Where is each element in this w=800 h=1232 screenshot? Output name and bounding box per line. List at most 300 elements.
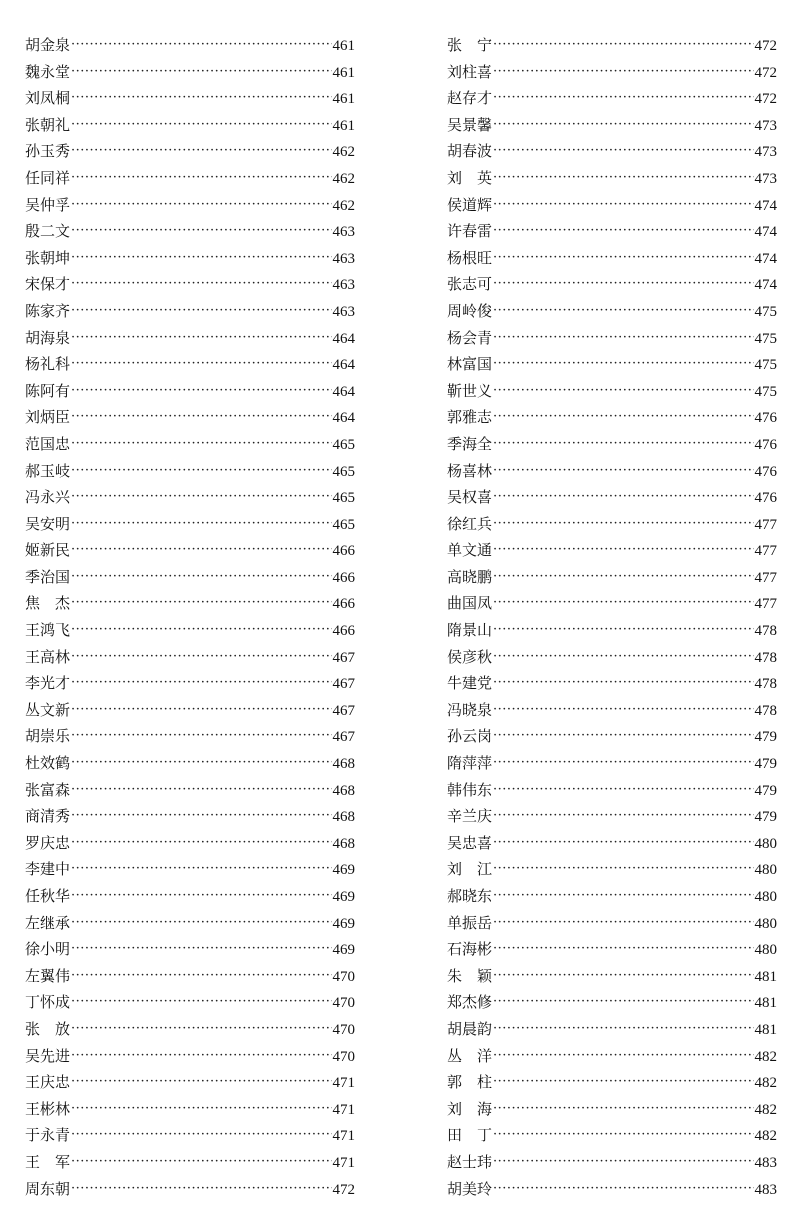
entry-page-number: 472 bbox=[332, 1181, 355, 1198]
entry-page-number: 465 bbox=[332, 436, 355, 453]
dot-leader bbox=[493, 1016, 753, 1043]
index-entry bbox=[25, 1096, 355, 1123]
index-entry bbox=[25, 32, 355, 59]
entry-name: 杜效鹤 bbox=[25, 754, 71, 773]
entry-page-number: 464 bbox=[332, 410, 355, 427]
entry-name: 王庆忠 bbox=[25, 1073, 71, 1092]
entry-page-number: 479 bbox=[754, 756, 777, 773]
index-entry bbox=[25, 245, 355, 272]
entry-name: 刘 江 bbox=[447, 860, 493, 879]
index-entry bbox=[447, 777, 777, 804]
dot-leader bbox=[493, 85, 753, 112]
dot-leader bbox=[71, 32, 331, 59]
index-entry bbox=[447, 723, 777, 750]
entry-name: 孙玉秀 bbox=[25, 142, 71, 161]
dot-leader bbox=[71, 1096, 331, 1123]
index-entry bbox=[447, 85, 777, 112]
dot-leader bbox=[493, 670, 753, 697]
entry-page-number: 467 bbox=[332, 676, 355, 693]
index-entry bbox=[25, 590, 355, 617]
dot-leader bbox=[493, 590, 753, 617]
entry-page-number: 462 bbox=[332, 144, 355, 161]
index-entry bbox=[447, 1043, 777, 1070]
index-entry bbox=[447, 910, 777, 937]
entry-name: 杨根旺 bbox=[447, 248, 493, 267]
entry-page-number: 476 bbox=[754, 463, 777, 480]
dot-leader bbox=[493, 59, 753, 86]
entry-name: 吴权喜 bbox=[447, 488, 493, 507]
dot-leader bbox=[493, 1043, 753, 1070]
index-entry bbox=[25, 1176, 355, 1203]
entry-page-number: 480 bbox=[754, 889, 777, 905]
index-entry bbox=[25, 723, 355, 750]
index-entry bbox=[447, 245, 777, 272]
index-entry bbox=[25, 830, 355, 857]
entry-page-number: 479 bbox=[754, 729, 777, 746]
dot-leader bbox=[71, 590, 331, 617]
index-entry bbox=[25, 484, 355, 511]
index-entry bbox=[25, 431, 355, 458]
index-entry bbox=[447, 883, 777, 910]
entry-page-number: 465 bbox=[332, 463, 355, 480]
dot-leader bbox=[493, 1069, 753, 1096]
entry-name: 吴仲孚 bbox=[25, 195, 71, 214]
index-entry bbox=[25, 777, 355, 804]
dot-leader bbox=[71, 723, 331, 750]
entry-name: 林富国 bbox=[447, 355, 493, 374]
entry-name: 丛 洋 bbox=[447, 1046, 493, 1065]
entry-page-number: 482 bbox=[754, 1075, 777, 1092]
entry-name: 刘炳臣 bbox=[25, 408, 71, 427]
entry-page-number: 474 bbox=[754, 250, 777, 267]
entry-name: 张朝坤 bbox=[25, 248, 71, 267]
entry-page-number: 475 bbox=[754, 383, 777, 400]
entry-page-number: 465 bbox=[332, 516, 355, 533]
index-entry bbox=[447, 511, 777, 538]
entry-page-number: 468 bbox=[332, 756, 355, 773]
entry-page-number: 483 bbox=[754, 1154, 777, 1171]
entry-name: 靳世义 bbox=[447, 381, 493, 400]
dot-leader bbox=[493, 963, 753, 990]
index-entry bbox=[25, 298, 355, 325]
entry-page-number: 474 bbox=[754, 277, 777, 294]
entry-name: 郝晓东 bbox=[447, 887, 493, 905]
dot-leader bbox=[71, 458, 331, 485]
dot-leader bbox=[493, 192, 753, 219]
index-entry bbox=[447, 192, 777, 219]
dot-leader bbox=[493, 1149, 753, 1176]
index-entry bbox=[447, 458, 777, 485]
index-entry bbox=[25, 697, 355, 724]
dot-leader bbox=[71, 85, 331, 112]
entry-page-number: 482 bbox=[754, 1048, 777, 1065]
entry-page-number: 463 bbox=[332, 250, 355, 267]
entry-name: 宋保才 bbox=[25, 275, 71, 294]
entry-name: 胡晨韵 bbox=[447, 1019, 493, 1038]
entry-page-number: 475 bbox=[754, 303, 777, 320]
entry-name: 任同祥 bbox=[25, 168, 71, 187]
entry-name: 郑杰修 bbox=[447, 993, 493, 1012]
index-entry bbox=[25, 85, 355, 112]
entry-page-number: 470 bbox=[332, 968, 355, 985]
dot-leader bbox=[493, 564, 753, 591]
entry-name: 郭雅志 bbox=[447, 408, 493, 427]
dot-leader bbox=[493, 989, 753, 1016]
entry-name: 刘柱喜 bbox=[447, 62, 493, 81]
index-entry bbox=[25, 458, 355, 485]
entry-page-number: 463 bbox=[332, 224, 355, 241]
index-entry bbox=[25, 883, 355, 910]
index-entry bbox=[447, 670, 777, 697]
dot-leader bbox=[493, 218, 753, 245]
entry-name: 陈阿有 bbox=[25, 381, 71, 400]
dot-leader bbox=[493, 803, 753, 830]
index-entry bbox=[447, 803, 777, 830]
entry-page-number: 471 bbox=[332, 1075, 355, 1092]
entry-page-number: 469 bbox=[332, 915, 355, 932]
entry-name: 王彬林 bbox=[25, 1099, 71, 1118]
entry-name: 李建中 bbox=[25, 860, 71, 879]
entry-name: 姬新民 bbox=[25, 541, 71, 560]
index-entry bbox=[447, 112, 777, 139]
dot-leader bbox=[493, 750, 753, 777]
entry-name: 王鸿飞 bbox=[25, 621, 71, 640]
dot-leader bbox=[71, 218, 331, 245]
entry-page-number: 473 bbox=[754, 144, 777, 161]
entry-page-number: 480 bbox=[754, 915, 777, 932]
dot-leader bbox=[71, 697, 331, 724]
entry-page-number: 470 bbox=[332, 1021, 355, 1038]
index-entry bbox=[25, 511, 355, 538]
entry-page-number: 471 bbox=[332, 1101, 355, 1118]
dot-leader bbox=[71, 537, 331, 564]
dot-leader bbox=[493, 165, 753, 192]
entry-page-number: 481 bbox=[754, 1021, 777, 1038]
entry-name: 李光才 bbox=[25, 674, 71, 693]
entry-name: 周东朝 bbox=[25, 1179, 71, 1198]
entry-name: 罗庆忠 bbox=[25, 833, 71, 852]
entry-page-number: 473 bbox=[754, 170, 777, 187]
entry-name: 徐红兵 bbox=[447, 514, 493, 533]
entry-name: 徐小明 bbox=[25, 940, 71, 959]
dot-leader bbox=[493, 1176, 753, 1203]
entry-page-number: 471 bbox=[332, 1154, 355, 1171]
entry-page-number: 463 bbox=[332, 303, 355, 320]
dot-leader bbox=[71, 617, 331, 644]
entry-name: 吴安明 bbox=[25, 514, 71, 533]
index-entry bbox=[447, 59, 777, 86]
dot-leader bbox=[71, 351, 331, 378]
dot-leader bbox=[71, 404, 331, 431]
entry-name: 单文通 bbox=[447, 541, 493, 560]
index-entry bbox=[447, 537, 777, 564]
index-entry bbox=[447, 351, 777, 378]
entry-page-number: 481 bbox=[754, 968, 777, 985]
dot-leader bbox=[493, 271, 753, 298]
index-entry bbox=[447, 138, 777, 165]
index-column-right bbox=[447, 32, 777, 1202]
dot-leader bbox=[71, 963, 331, 990]
entry-page-number: 467 bbox=[332, 729, 355, 746]
dot-leader bbox=[493, 936, 753, 963]
entry-name: 郝玉岐 bbox=[25, 461, 71, 480]
index-entry bbox=[447, 830, 777, 857]
entry-name: 隋景山 bbox=[447, 621, 493, 640]
entry-page-number: 467 bbox=[332, 649, 355, 666]
index-entry bbox=[447, 484, 777, 511]
entry-page-number: 476 bbox=[754, 436, 777, 453]
entry-name: 牛建党 bbox=[447, 674, 493, 693]
entry-name: 王高林 bbox=[25, 647, 71, 666]
entry-name: 刘凤桐 bbox=[25, 89, 71, 108]
entry-name: 任秋华 bbox=[25, 887, 71, 905]
index-entry bbox=[25, 138, 355, 165]
index-entry bbox=[25, 617, 355, 644]
entry-name: 胡崇乐 bbox=[25, 727, 71, 746]
entry-page-number: 464 bbox=[332, 357, 355, 374]
index-entry bbox=[25, 218, 355, 245]
entry-name: 杨喜林 bbox=[447, 461, 493, 480]
entry-name: 范国忠 bbox=[25, 434, 71, 453]
dot-leader bbox=[71, 1176, 331, 1203]
index-entry bbox=[447, 1122, 777, 1149]
index-entry bbox=[447, 271, 777, 298]
entry-name: 石海彬 bbox=[447, 940, 493, 959]
entry-name: 曲国凤 bbox=[447, 594, 493, 613]
entry-name: 杨会青 bbox=[447, 328, 493, 347]
dot-leader bbox=[71, 1069, 331, 1096]
entry-page-number: 469 bbox=[332, 889, 355, 905]
dot-leader bbox=[71, 1043, 331, 1070]
entry-name: 刘 海 bbox=[447, 1099, 493, 1118]
dot-leader bbox=[493, 458, 753, 485]
index-entry bbox=[447, 1176, 777, 1203]
dot-leader bbox=[71, 378, 331, 405]
entry-page-number: 472 bbox=[754, 64, 777, 81]
entry-name: 侯彦秋 bbox=[447, 647, 493, 666]
index-entry bbox=[25, 192, 355, 219]
entry-page-number: 473 bbox=[754, 117, 777, 134]
entry-page-number: 461 bbox=[332, 64, 355, 81]
entry-name: 刘 英 bbox=[447, 168, 493, 187]
dot-leader bbox=[493, 697, 753, 724]
entry-page-number: 470 bbox=[332, 995, 355, 1012]
entry-name: 张富森 bbox=[25, 780, 71, 799]
index-column-left bbox=[25, 32, 355, 1202]
entry-name: 许春雷 bbox=[447, 222, 493, 241]
entry-page-number: 480 bbox=[754, 862, 777, 879]
index-entry bbox=[447, 1096, 777, 1123]
dot-leader bbox=[493, 325, 753, 352]
index-entry bbox=[25, 1069, 355, 1096]
entry-name: 商清秀 bbox=[25, 807, 71, 826]
dot-leader bbox=[71, 1122, 331, 1149]
index-entry bbox=[447, 697, 777, 724]
entry-name: 吴忠喜 bbox=[447, 833, 493, 852]
entry-page-number: 477 bbox=[754, 543, 777, 560]
entry-page-number: 461 bbox=[332, 38, 355, 54]
dot-leader bbox=[493, 883, 753, 910]
index-entry bbox=[447, 617, 777, 644]
entry-page-number: 466 bbox=[332, 569, 355, 586]
dot-leader bbox=[493, 245, 753, 272]
index-entry bbox=[447, 936, 777, 963]
entry-page-number: 465 bbox=[332, 490, 355, 507]
entry-page-number: 461 bbox=[332, 91, 355, 108]
dot-leader bbox=[493, 138, 753, 165]
entry-page-number: 478 bbox=[754, 623, 777, 640]
entry-page-number: 464 bbox=[332, 330, 355, 347]
dot-leader bbox=[493, 1122, 753, 1149]
entry-name: 焦 杰 bbox=[25, 594, 71, 613]
index-entry bbox=[447, 750, 777, 777]
entry-page-number: 482 bbox=[754, 1101, 777, 1118]
index-entry bbox=[25, 1149, 355, 1176]
index-entry bbox=[25, 165, 355, 192]
index-entry bbox=[25, 404, 355, 431]
entry-page-number: 476 bbox=[754, 490, 777, 507]
entry-name: 丛文新 bbox=[25, 700, 71, 719]
entry-name: 季治国 bbox=[25, 567, 71, 586]
entry-page-number: 482 bbox=[754, 1128, 777, 1145]
index-entry bbox=[25, 803, 355, 830]
entry-name: 魏永堂 bbox=[25, 62, 71, 81]
entry-name: 高晓鹏 bbox=[447, 567, 493, 586]
dot-leader bbox=[493, 1096, 753, 1123]
index-entry bbox=[25, 1016, 355, 1043]
entry-name: 吴先进 bbox=[25, 1046, 71, 1065]
index-entry bbox=[447, 298, 777, 325]
entry-page-number: 464 bbox=[332, 383, 355, 400]
entry-name: 胡金泉 bbox=[25, 36, 71, 54]
entry-page-number: 472 bbox=[754, 38, 777, 54]
dot-leader bbox=[493, 617, 753, 644]
index-entry bbox=[447, 1149, 777, 1176]
entry-name: 杨礼科 bbox=[25, 355, 71, 374]
entry-page-number: 467 bbox=[332, 702, 355, 719]
entry-page-number: 472 bbox=[754, 91, 777, 108]
entry-name: 张志可 bbox=[447, 275, 493, 294]
entry-page-number: 480 bbox=[754, 942, 777, 959]
entry-page-number: 479 bbox=[754, 809, 777, 826]
dot-leader bbox=[71, 112, 331, 139]
entry-page-number: 461 bbox=[332, 117, 355, 134]
dot-leader bbox=[71, 989, 331, 1016]
index-entry bbox=[447, 378, 777, 405]
dot-leader bbox=[493, 910, 753, 937]
index-entry bbox=[25, 537, 355, 564]
index-entry bbox=[447, 325, 777, 352]
dot-leader bbox=[71, 830, 331, 857]
entry-page-number: 474 bbox=[754, 224, 777, 241]
entry-name: 胡春波 bbox=[447, 142, 493, 161]
dot-leader bbox=[493, 32, 753, 59]
dot-leader bbox=[493, 298, 753, 325]
entry-name: 吴景馨 bbox=[447, 115, 493, 134]
dot-leader bbox=[493, 856, 753, 883]
entry-name: 田 丁 bbox=[447, 1126, 493, 1145]
entry-page-number: 466 bbox=[332, 543, 355, 560]
entry-page-number: 469 bbox=[332, 942, 355, 959]
entry-page-number: 468 bbox=[332, 835, 355, 852]
dot-leader bbox=[493, 644, 753, 671]
entry-name: 王 军 bbox=[25, 1152, 71, 1171]
index-entry bbox=[25, 112, 355, 139]
entry-page-number: 462 bbox=[332, 197, 355, 214]
entry-page-number: 477 bbox=[754, 569, 777, 586]
entry-name: 胡美玲 bbox=[447, 1179, 493, 1198]
entry-name: 张朝礼 bbox=[25, 115, 71, 134]
dot-leader bbox=[493, 404, 753, 431]
index-entry bbox=[25, 856, 355, 883]
index-entry bbox=[25, 644, 355, 671]
dot-leader bbox=[71, 245, 331, 272]
index-entry bbox=[447, 1069, 777, 1096]
entry-name: 赵士玮 bbox=[447, 1152, 493, 1171]
entry-page-number: 475 bbox=[754, 330, 777, 347]
entry-page-number: 474 bbox=[754, 197, 777, 214]
dot-leader bbox=[493, 830, 753, 857]
dot-leader bbox=[493, 484, 753, 511]
entry-name: 胡海泉 bbox=[25, 328, 71, 347]
entry-page-number: 479 bbox=[754, 782, 777, 799]
dot-leader bbox=[71, 298, 331, 325]
index-entry bbox=[447, 431, 777, 458]
entry-name: 左继承 bbox=[25, 913, 71, 932]
index-entry bbox=[25, 351, 355, 378]
dot-leader bbox=[493, 537, 753, 564]
dot-leader bbox=[493, 112, 753, 139]
entry-name: 张 宁 bbox=[447, 36, 493, 54]
dot-leader bbox=[71, 644, 331, 671]
dot-leader bbox=[71, 511, 331, 538]
entry-page-number: 480 bbox=[754, 835, 777, 852]
dot-leader bbox=[71, 883, 331, 910]
index-entry bbox=[447, 856, 777, 883]
entry-name: 张 放 bbox=[25, 1019, 71, 1038]
dot-leader bbox=[71, 670, 331, 697]
entry-name: 郭 柱 bbox=[447, 1073, 493, 1092]
index-entry bbox=[25, 271, 355, 298]
dot-leader bbox=[71, 192, 331, 219]
entry-name: 冯永兴 bbox=[25, 488, 71, 507]
entry-page-number: 477 bbox=[754, 596, 777, 613]
index-entry bbox=[25, 910, 355, 937]
entry-page-number: 468 bbox=[332, 809, 355, 826]
entry-name: 赵存才 bbox=[447, 89, 493, 108]
index-entry bbox=[25, 325, 355, 352]
dot-leader bbox=[493, 723, 753, 750]
dot-leader bbox=[493, 378, 753, 405]
index-entry bbox=[447, 404, 777, 431]
entry-name: 周岭俊 bbox=[447, 301, 493, 320]
entry-page-number: 478 bbox=[754, 649, 777, 666]
entry-name: 辛兰庆 bbox=[447, 807, 493, 826]
dot-leader bbox=[493, 777, 753, 804]
index-entry bbox=[447, 218, 777, 245]
index-entry bbox=[447, 590, 777, 617]
entry-name: 于永青 bbox=[25, 1126, 71, 1145]
dot-leader bbox=[71, 165, 331, 192]
dot-leader bbox=[71, 910, 331, 937]
entry-page-number: 466 bbox=[332, 623, 355, 640]
entry-page-number: 475 bbox=[754, 357, 777, 374]
entry-page-number: 478 bbox=[754, 702, 777, 719]
index-entry bbox=[447, 963, 777, 990]
index-entry bbox=[447, 644, 777, 671]
entry-page-number: 468 bbox=[332, 782, 355, 799]
entry-page-number: 481 bbox=[754, 995, 777, 1012]
